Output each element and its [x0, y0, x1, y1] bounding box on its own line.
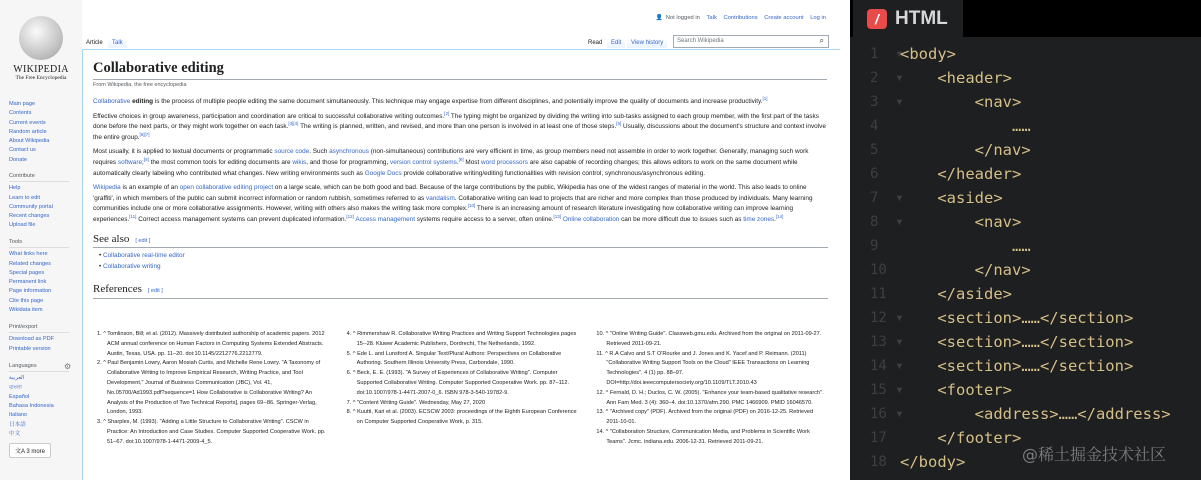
text: is the process of multiple people editing the same document simultaneously. This technique may engage expertise from different disciplines, and potentially improve the quality of documents and increase productivity.	[153, 98, 763, 105]
text: Most usually, it is applied to textual documents or programmatic	[93, 148, 275, 156]
text: .	[774, 215, 776, 223]
reference-item: 3. ^ Sharples, M. (1993). "Adding a Little Structure to Collaborative Writing". CSCW in Practice: An Introduction and Case Studies. Computer Supported Cooperative Work. pp. 51–67. doi:10.1007/978-1-4471-2009-4_5.	[97, 419, 326, 445]
text: The typing might be organized by dividing the writing into sub-tasks assigned to each group member, with the first part of the tasks done before the next parts, or they might work together on each task.	[93, 112, 819, 131]
code-line	[850, 210, 1201, 234]
references-column	[343, 330, 579, 448]
sidebar-print-export	[9, 323, 69, 354]
text: .	[456, 158, 459, 166]
paragraph	[93, 147, 828, 179]
article-body	[93, 97, 828, 302]
sidebar-languages	[9, 362, 72, 439]
sidebar-item[interactable]: Upload file	[9, 222, 36, 229]
text: , and those for programming,	[306, 158, 391, 166]
sidebar-item[interactable]: Learn to edit	[9, 194, 41, 201]
sidebar-item[interactable]: বাংলা	[9, 384, 22, 391]
code-line	[850, 234, 1201, 258]
text: is an example of an	[120, 184, 180, 192]
text: on a large scale, which can be both good and bad. Because of the large contributions by the public, Wikipedia has one of the widest ranges of material in the world. This also leads to online 'graffiti', in which members of the public can submit incorrect information or random rubbish, sometimes referred to as	[93, 184, 807, 202]
article-link[interactable]: Collaborative	[93, 98, 131, 105]
watermark: @稀土掘金技术社区	[1022, 445, 1167, 464]
reference-item: 2. ^ Paul Benjamin Lowry, Aaron Mosiah Curtis, and Michelle Rene Lowry. "A Taxonomy of Collaborative Writing to Improve Empirical Research, Writing Practice, and Tool Development," Journal of Business Communication (JBC), Vol. 41, No.05700/Ad1993.pdf?sequence=1 How Collaborative is Collaborative Writing? An Analysis of the Production of Two Technical Reports], pages 69--86. Springer-Verlag, London, 1993.	[97, 360, 321, 416]
line-number: 15 ▾	[870, 382, 904, 398]
code-line	[850, 90, 1201, 114]
puzzle-globe-icon	[19, 16, 63, 60]
sidebar-item[interactable]: Printable version	[9, 345, 51, 352]
sidebar-item[interactable]: Donate	[9, 156, 28, 163]
bold-term: editing	[130, 98, 154, 105]
line-number: 6	[870, 166, 904, 182]
article-link[interactable]: word processors	[481, 158, 528, 166]
code-text: <body>	[900, 45, 956, 63]
code-text: </footer>	[900, 429, 1022, 447]
citation-link[interactable]: [14]	[775, 213, 784, 219]
code-line	[850, 66, 1201, 90]
sidebar-item[interactable]: Español	[9, 393, 30, 400]
logo-wordmark: WIKIPEDIA	[13, 64, 69, 75]
search-input[interactable]	[673, 35, 829, 48]
text: The writing is planned, written, and revised, and more than one person is involved in at least one of those steps.	[298, 123, 617, 131]
line-number: 11	[870, 286, 904, 302]
sidebar-item[interactable]: Special pages	[9, 269, 45, 276]
code-text: </nav>	[900, 141, 1031, 159]
citation-link[interactable]: [1]	[762, 95, 768, 101]
create-account-link[interactable]: Create account	[764, 15, 804, 21]
line-number: 16 ▾	[870, 406, 904, 422]
text: can be more difficult due to issues such as	[619, 215, 744, 223]
wikipedia-logo[interactable]	[8, 16, 74, 81]
code-text: <aside>	[900, 189, 1003, 207]
citation-link[interactable]: [11]	[129, 213, 137, 219]
sidebar-item[interactable]: 中文	[9, 431, 21, 438]
editor-tab-bar	[850, 0, 1201, 37]
search-icon[interactable]: ⌕	[819, 36, 824, 45]
line-number: 9	[870, 238, 904, 254]
citation-link[interactable]: [8]	[143, 156, 149, 162]
code-text: <nav>	[900, 213, 1022, 231]
tab-html[interactable]	[853, 0, 963, 37]
text: . Collaborative writing can lead to projects that are richer and more complex than those produced by individuals. Many learning communities include one or more collaborative assignments. However, writing with others also makes the writing task more complex.	[93, 194, 813, 213]
article-link[interactable]: software	[117, 158, 143, 166]
code-text: <header>	[900, 69, 1012, 87]
line-number: 5	[870, 142, 904, 158]
tab-talk[interactable]: Talk	[108, 38, 127, 48]
line-number: 3 ▾	[870, 94, 904, 110]
line-number: 2 ▾	[870, 70, 904, 86]
user-icon: 👤	[655, 15, 664, 21]
code-line	[850, 378, 1201, 402]
article-link[interactable]: Access management	[355, 215, 415, 223]
article-link[interactable]: Wikipedia	[93, 184, 121, 192]
more-languages-button[interactable]	[9, 443, 51, 458]
paragraph	[93, 97, 828, 108]
site-subtitle: From Wikipedia, the free encyclopedia	[93, 82, 187, 88]
citation-link[interactable]: [10]	[467, 203, 476, 209]
sidebar-item[interactable]: Contact us	[9, 147, 36, 154]
list-item	[99, 262, 828, 273]
text: There is an increasing amount of research literature investigating how collaborative writing can improve learning experiences.	[93, 205, 794, 223]
code-text: <address>……</address>	[900, 405, 1171, 423]
tab-article[interactable]: Article	[82, 38, 107, 48]
reference-item: 11. ^ R.A Calvo and S.T O'Rourke and J. Jones and K. Yacef and P. Reimann. (2011) "Collaborative Writing Support Tools on the Cloud" IEEE Transactions on Learning Technologies". 4 (1) pp. 88–97. DOI=http://doi.ieeecomputersociety.org/10.1109/TLT.2010.43	[596, 350, 810, 386]
code-text: <section>……</section>	[900, 333, 1134, 351]
references-column	[93, 330, 329, 448]
article-link[interactable]: Online collaboration	[562, 215, 620, 223]
citation-link[interactable]: [6][7]	[139, 131, 150, 137]
line-number: 18	[870, 454, 904, 470]
code-line	[850, 402, 1201, 426]
line-number: 12 ▾	[870, 310, 904, 326]
code-editor	[850, 0, 1201, 480]
line-number: 17	[870, 430, 904, 446]
talk-link[interactable]: Talk	[706, 15, 717, 21]
sidebar-item[interactable]: Permanent link	[9, 279, 47, 286]
page-title: Collaborative editing	[93, 60, 827, 80]
article-link[interactable]: open collaborative editing project	[179, 184, 274, 192]
see-also-list	[99, 251, 828, 272]
sidebar-item[interactable]: العربية	[9, 375, 25, 382]
line-number: 10	[870, 262, 904, 278]
sidebar-item[interactable]: Wikidata item	[9, 307, 43, 314]
tab-view-history[interactable]: View history	[627, 38, 667, 48]
sidebar-item[interactable]: Bahasa Indonesia	[9, 403, 54, 410]
text: (non-simultaneous) contributions are very efficient in time, as group members need not assemble in order to work together. Generally, managing such work requires	[93, 148, 809, 166]
reference-item: 8. ^ Kuutti, Kari et al. (2003). ECSCW 2003: proceedings of the Eighth European Conference on Computer Supported Cooperative Work, p. 315.	[346, 409, 577, 426]
sidebar-item[interactable]: Page information	[9, 288, 52, 295]
code-line	[850, 282, 1201, 306]
line-number: 8 ▾	[870, 214, 904, 230]
personal-tools	[651, 15, 826, 21]
sidebar-item[interactable]: Community portal	[9, 203, 53, 210]
citation-link[interactable]: [2]	[444, 110, 450, 116]
line-number: 13 ▾	[870, 334, 904, 350]
logo-tagline: The Free Encyclopedia	[15, 75, 67, 81]
article-link[interactable]: time zones	[743, 215, 775, 223]
tab-edit[interactable]: Edit	[607, 38, 625, 48]
citation-link[interactable]: [9]	[458, 156, 464, 162]
article-link[interactable]: wikis	[292, 158, 307, 166]
sidebar-item[interactable]: About Wikipedia	[9, 138, 50, 145]
reference-item: 12. ^ Fernald, D. H.; Duclos, C. W. (2005). "Enhance your team-based qualitative research". Ann Fam Med. 3 (4): 360–4. doi:10.1370/afm.290. PMC 1466909. PMID 16046570.	[596, 389, 824, 406]
code-line	[850, 138, 1201, 162]
sidebar-item[interactable]: Main page	[9, 101, 36, 107]
code-line	[850, 330, 1201, 354]
reference-item: 6. ^ Beck, E. E. (1993). "A Survey of Experiences of Collaborative Writing". Computer Supported Collaborative Writing. Computer Supported Cooperative Work. pp. 87–112. doi:10.1007/978-1-4471-2007-0_6. ISBN 978-3-540-19782-9.	[346, 370, 570, 396]
tab-read[interactable]: Read	[584, 38, 606, 48]
code-line	[850, 306, 1201, 330]
sidebar-contribute	[9, 172, 69, 231]
article-link[interactable]: asynchronous	[329, 148, 369, 156]
line-number: 4	[870, 118, 904, 134]
text: . Such	[309, 148, 330, 156]
slash-icon: /	[867, 9, 887, 29]
text: provide collaborative writing/editing functionalities with revision control, synchronous/asynchronous editing.	[401, 169, 706, 177]
edit-section-link[interactable]: [ edit ]	[135, 237, 151, 244]
see-also-heading	[93, 234, 828, 249]
article-link[interactable]: vandalism	[426, 194, 455, 202]
code-line	[850, 162, 1201, 186]
sidebar-item[interactable]: Recent changes	[9, 213, 50, 220]
text: Usually, discussions about the document's structure and context involve the entire group.	[93, 123, 826, 141]
text: Correct access management systems can prevent duplicated information.	[136, 215, 347, 223]
text: Most	[463, 158, 482, 166]
reference-item: 14. ^ "Collaboration Structure, Communication Media, and Problems in Scientific Work Teams". Jcmc. indiana.edu. 2006-12-31. Retrieved 2011-09-21.	[596, 428, 810, 445]
code-text: </body>	[900, 453, 966, 471]
edit-section-link[interactable]: [ edit ]	[147, 288, 163, 295]
text: the most common tools for editing documents are	[148, 158, 293, 166]
sidebar-item[interactable]: What links here	[9, 251, 48, 258]
sidebar-item[interactable]: Download as PDF	[9, 336, 55, 343]
paragraph	[93, 112, 828, 144]
sidebar-heading: Print/export	[9, 323, 69, 333]
code-text: <footer>	[900, 381, 1012, 399]
text: systems require access to a server, often online.	[415, 215, 554, 223]
code-line	[850, 354, 1201, 378]
sidebar-navigation	[9, 100, 49, 165]
list-item	[99, 251, 828, 262]
code-text: <nav>	[900, 93, 1022, 111]
reference-item: 1. ^ Tomlinson, Bill; et al. (2012). Massively distributed authorship of academic papers. 2012 ACM annual conference on Human Factors in Computing Systems Extended Abstracts. Austin, Texas, USA. pp. 11–20. doi:10.1145/2212776.2212779.	[97, 331, 325, 357]
sidebar	[0, 0, 82, 480]
code-line	[850, 114, 1201, 138]
text: ;	[142, 158, 144, 166]
contributions-link[interactable]: Contributions	[723, 15, 758, 21]
code-line	[850, 258, 1201, 282]
sidebar-heading: Tools	[9, 238, 69, 248]
article-link[interactable]: Google Docs	[364, 169, 402, 177]
article-link[interactable]: version control systems	[390, 158, 457, 166]
code-line	[850, 42, 1201, 66]
reference-item: 7. ^ "Content Writing Guide". Wednesday, May 27, 2020	[346, 399, 486, 406]
code-text: </aside>	[900, 285, 1012, 303]
article-link[interactable]: source code	[274, 148, 310, 156]
sidebar-item[interactable]: 日本語	[9, 421, 26, 428]
search-placeholder: Search Wikipedia	[677, 38, 724, 44]
sidebar-item[interactable]: Cite this page	[9, 297, 44, 304]
citation-link[interactable]: [12]	[346, 213, 354, 219]
not-logged-in: Not logged in	[665, 15, 700, 21]
code-line	[850, 186, 1201, 210]
see-also-link[interactable]: Collaborative real-time editor	[103, 252, 185, 260]
line-number: 14 ▾	[870, 358, 904, 374]
citation-link[interactable]: [5]	[616, 121, 622, 127]
line-number: 7 ▾	[870, 190, 904, 206]
sidebar-item[interactable]: Italiano	[9, 412, 28, 419]
line-number: 1 ▾	[870, 46, 904, 62]
text: are also capable of recording changes; this allows editors to work on the same document while automatically clearly labeling who contributed what changes. New writing environments such as	[93, 158, 798, 177]
log-in-link[interactable]: Log in	[810, 15, 826, 21]
code-text: <section>……</section>	[900, 309, 1134, 327]
sidebar-item[interactable]: Contents	[9, 110, 32, 117]
sidebar-heading: Languages	[9, 362, 69, 372]
sidebar-tools	[9, 238, 69, 315]
code-text: <section>……</section>	[900, 357, 1134, 375]
see-also-title: See also	[93, 232, 130, 245]
references-column	[592, 330, 828, 448]
gear-icon[interactable]: ⚙	[64, 362, 72, 371]
citation-link[interactable]: [3][4]	[288, 121, 299, 127]
article-content	[82, 50, 840, 480]
references-heading	[93, 284, 828, 299]
sidebar-heading: Contribute	[9, 172, 69, 182]
reference-item: 4. ^ Rimmershaw R. Collaborative Writing Practices and Writing Support Technologies pages 15--28. Kluwer Academic Publishers, Dordrecht, The Netherlands, 1992.	[346, 331, 577, 347]
code-text: </header>	[900, 165, 1022, 183]
references-list	[93, 330, 828, 448]
translate-icon: 文A	[15, 449, 27, 455]
code-text: ……	[900, 237, 1031, 255]
paragraph	[93, 183, 828, 225]
see-also-link[interactable]: Collaborative writing	[103, 262, 161, 270]
references-title: References	[93, 283, 142, 296]
sidebar-item[interactable]: Related changes	[9, 260, 51, 267]
text: Effective choices in group awareness, participation and coordination are critical to successful collaborative writing outcomes.	[93, 112, 445, 120]
sidebar-item[interactable]: Random article	[9, 128, 47, 135]
sidebar-item[interactable]: Current events	[9, 119, 46, 126]
more-label: 3 more	[26, 449, 46, 455]
code-lines	[850, 42, 1201, 474]
citation-link[interactable]: [13]	[553, 213, 562, 219]
reference-item: 10. ^ "Online Writing Guide". Classweb.gmu.edu. Archived from the original on 2011-09-27. Retrieved 2011-09-21.	[596, 331, 822, 347]
sidebar-item[interactable]: Help	[9, 185, 21, 192]
reference-item: 13. ^ "Archived copy" (PDF). Archived from the original (PDF) on 2016-12-25. Retrieved 2011-10-01.	[596, 409, 814, 426]
code-text: </nav>	[900, 261, 1031, 279]
reference-item: 5. ^ Ede L. and Lunsford A. Singular Text/Plural Authors: Perspectives on Collaborative Authoring. Southern Illinois University Press, Carbondale, 1990.	[346, 350, 562, 367]
code-text: ……	[900, 117, 1031, 135]
tab-label: HTML	[895, 7, 948, 29]
